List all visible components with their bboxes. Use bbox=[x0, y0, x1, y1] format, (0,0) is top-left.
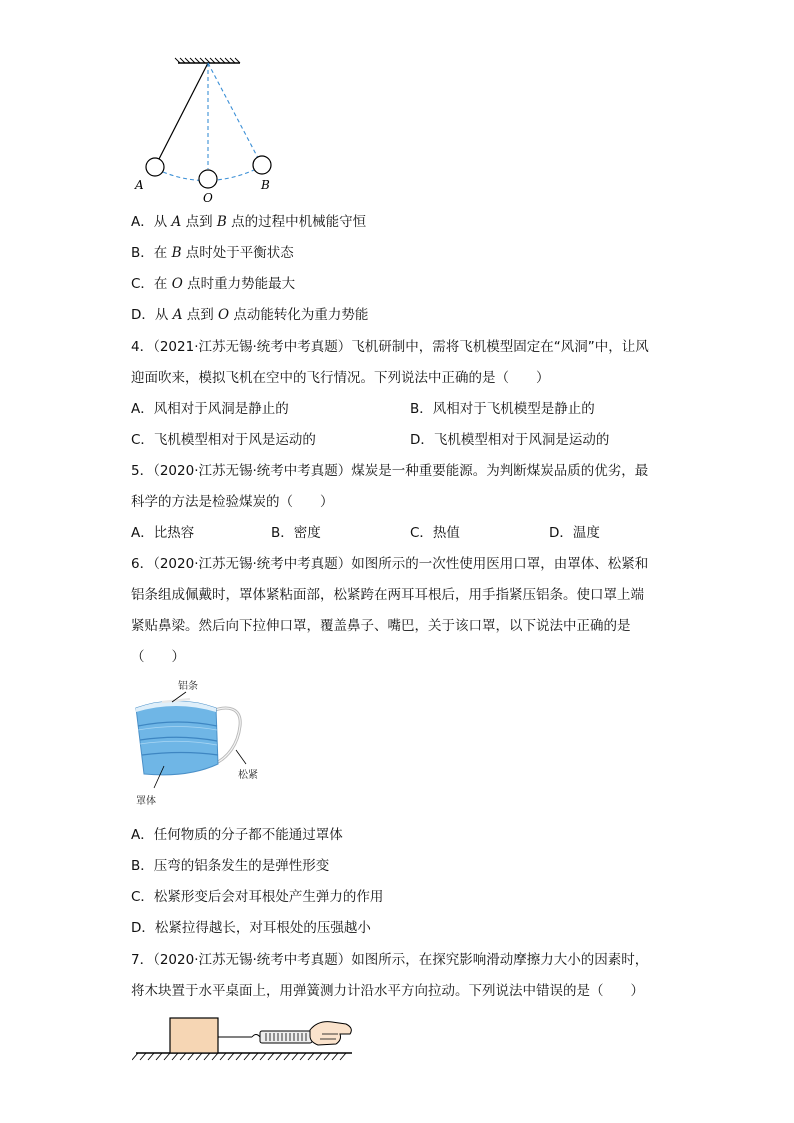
q7-stem-line-2: 将木块置于水平桌面上，用弹簧测力计沿水平方向拉动。下列说法中错误的是（ ） bbox=[131, 983, 644, 999]
friction-experiment-figure bbox=[132, 1012, 362, 1064]
label-elastic: 松紧 bbox=[238, 770, 258, 781]
hand-icon bbox=[310, 1022, 351, 1045]
q6-stem-line-4: （ ） bbox=[131, 649, 185, 665]
q5-option-c: C．热值 bbox=[410, 525, 460, 541]
q6-stem-line-3: 紧贴鼻梁。然后向下拉伸口罩，覆盖鼻子、嘴巴，关于该口罩，以下说法中正确的是 bbox=[131, 618, 631, 634]
q3-option-d: D．从 A 点到 O 点动能转化为重力势能 bbox=[131, 307, 369, 323]
q6-stem-line-1: 6．（2020·江苏无锡·统考中考真题）如图所示的一次性使用医用口罩，由罩体、松紧和 bbox=[131, 556, 649, 572]
q5-option-a: A．比热容 bbox=[131, 525, 195, 541]
q4-stem-line-2: 迎面吹来，模拟飞机在空中的飞行情况。下列说法中正确的是（ ） bbox=[131, 370, 550, 386]
q4-option-a: A．风相对于风洞是静止的 bbox=[131, 401, 289, 417]
q4-option-c: C．飞机模型相对于风是运动的 bbox=[131, 432, 316, 448]
q5-option-b: B．密度 bbox=[271, 525, 321, 541]
q6-option-a: A．任何物质的分子都不能通过罩体 bbox=[131, 827, 343, 843]
q5-stem-line-2: 科学的方法是检验煤炭的（ ） bbox=[131, 494, 334, 510]
bob-o bbox=[199, 170, 217, 188]
label-a: A bbox=[135, 178, 144, 192]
q6-stem-line-2: 铝条组成佩戴时，罩体紧粘面部，松紧跨在两耳耳根后，用手指紧压铝条。使口罩上端 bbox=[131, 587, 644, 603]
pendulum-figure bbox=[130, 55, 290, 205]
q6-option-d: D．松紧拉得越长，对耳根处的压强越小 bbox=[131, 920, 371, 936]
label-b: B bbox=[261, 178, 270, 192]
bob-a bbox=[146, 158, 164, 176]
q4-stem-line-1: 4．（2021·江苏无锡·统考中考真题）飞机研制中，需将飞机模型固定在“风洞”中，让风 bbox=[131, 339, 649, 355]
q5-option-d: D．温度 bbox=[549, 525, 600, 541]
q5-stem-line-1: 5．（2020·江苏无锡·统考中考真题）煤炭是一种重要能源。为判断煤炭品质的优劣，最 bbox=[131, 463, 649, 479]
q6-option-b: B．压弯的铝条发生的是弹性形变 bbox=[131, 858, 330, 874]
label-o: O bbox=[203, 191, 213, 205]
label-aluminum-strip: 铝条 bbox=[178, 681, 198, 692]
label-mask-body: 罩体 bbox=[136, 796, 156, 807]
pendulum-string bbox=[159, 63, 208, 159]
q6-option-c: C．松紧形变后会对耳根处产生弹力的作用 bbox=[131, 889, 384, 905]
q3-option-c: C．在 O 点时重力势能最大 bbox=[131, 276, 296, 292]
q7-stem-line-1: 7．（2020·江苏无锡·统考中考真题）如图所示，在探究影响滑动摩擦力大小的因素时， bbox=[131, 952, 649, 968]
mask-figure bbox=[128, 678, 278, 813]
q4-option-d: D．飞机模型相对于风洞是运动的 bbox=[410, 432, 610, 448]
q3-option-b: B．在 B 点时处于平衡状态 bbox=[131, 245, 294, 261]
wooden-block bbox=[170, 1018, 218, 1053]
q4-option-b: B．风相对于飞机模型是静止的 bbox=[410, 401, 595, 417]
q3-option-a: A．从 A 点到 B 点的过程中机械能守恒 bbox=[131, 214, 367, 230]
bob-b bbox=[253, 156, 271, 174]
